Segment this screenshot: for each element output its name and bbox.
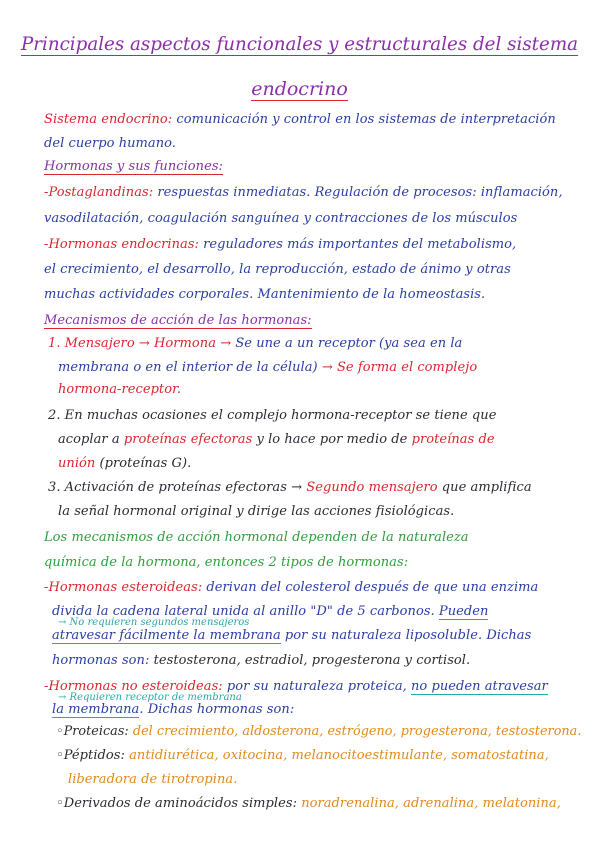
esteroideas-label: -Hormonas esteroideas: bbox=[44, 580, 203, 595]
step2-text-1: 2. En muchas ocasiones el complejo hormona-receptor se tiene que bbox=[48, 408, 497, 423]
green-line-1: Los mecanismos de acción hormonal dependen de la naturaleza bbox=[44, 530, 469, 545]
no-esteroideas-text-2b: . Dichas hormonas son: bbox=[139, 702, 295, 717]
list-item-proteicas bbox=[56, 724, 581, 740]
title-line-2: endocrino bbox=[251, 78, 348, 100]
esteroideas-line-3 bbox=[52, 628, 531, 644]
step1-text-3: → Se forma el complejo bbox=[317, 360, 478, 375]
step3-line-1 bbox=[48, 480, 532, 496]
mecanismos-heading bbox=[44, 313, 312, 329]
green-line-2: química de la hormona, entonces 2 tipos de hormonas: bbox=[44, 555, 409, 570]
step3-line-2: la señal hormonal original y dirige las acciones fisiológicas. bbox=[58, 504, 455, 519]
esteroideas-text-3a: atravesar fácilmente la membrana bbox=[52, 628, 281, 643]
step3-text-1c: que amplifica bbox=[437, 480, 532, 495]
step1-line-1 bbox=[48, 336, 462, 352]
step3-text-1a: 3. Activación de proteínas efectoras → bbox=[48, 480, 303, 495]
step2-text-2b: proteínas efectoras bbox=[123, 432, 253, 447]
endocrinas-text-1: reguladores más importantes del metabolismo, bbox=[198, 237, 517, 252]
postaglandinas-line-1 bbox=[44, 185, 563, 201]
mecanismos-heading-text: Mecanismos de acción de las hormonas: bbox=[44, 313, 312, 328]
step1-line-2 bbox=[58, 360, 477, 376]
esteroideas-text-2b: Pueden bbox=[438, 604, 489, 619]
step1-line-3: hormona-receptor. bbox=[58, 382, 182, 397]
no-esteroideas-line-2 bbox=[52, 702, 294, 718]
bullet-icon: ◦ bbox=[56, 748, 64, 763]
step1-text-1: Se une a un receptor (ya sea en la bbox=[231, 336, 463, 351]
no-esteroideas-text-2a: la membrana bbox=[52, 702, 140, 717]
step2-text-2c: y lo hace por medio de bbox=[252, 432, 412, 447]
step2-line-2 bbox=[58, 432, 495, 448]
peptidos-label: Péptidos: bbox=[63, 748, 125, 763]
proteicas-label: Proteicas: bbox=[63, 724, 129, 739]
esteroideas-note: → No requieren segundos mensajeros bbox=[58, 617, 250, 628]
endocrinas-line-1 bbox=[44, 237, 516, 253]
title-line-1: Principales aspectos funcionales y estructurales del sistema bbox=[20, 34, 579, 55]
no-esteroideas-text-1b: no pueden atravesar bbox=[411, 679, 548, 694]
peptidos-text-1: antidiurética, oxitocina, melanocitoestimulante, somatostatina, bbox=[124, 748, 549, 763]
no-esteroideas-text-1a: por su naturaleza proteica, bbox=[222, 679, 411, 694]
derivados-text: noradrenalina, adrenalina, melatonina, bbox=[297, 796, 561, 811]
postaglandinas-text-1: respuestas inmediatas. Regulación de procesos: inflamación, bbox=[153, 185, 563, 200]
derivados-label: Derivados de aminoácidos simples: bbox=[63, 796, 298, 811]
endocrinas-label: -Hormonas endocrinas: bbox=[44, 237, 199, 252]
page-title-2 bbox=[0, 78, 599, 100]
page-title bbox=[0, 34, 599, 56]
list-item-peptidos bbox=[56, 748, 549, 764]
no-esteroideas-note: → Requieren receptor de membrana bbox=[58, 692, 242, 703]
list-item-derivados bbox=[56, 796, 561, 812]
step2-line-3 bbox=[58, 456, 191, 472]
esteroideas-text-3b: por su naturaleza liposoluble. Dichas bbox=[280, 628, 532, 643]
endocrinas-line-2: el crecimiento, el desarrollo, la reproducción, estado de ánimo y otras bbox=[44, 262, 511, 277]
no-esteroideas-label: -Hormonas no esteroideas: bbox=[44, 679, 223, 694]
intro-label: Sistema endocrino: bbox=[44, 112, 173, 127]
step2-text-2a: acoplar a bbox=[58, 432, 124, 447]
step3-text-1b: Segundo mensajero bbox=[302, 480, 438, 495]
hormonas-heading-text: Hormonas y sus funciones: bbox=[44, 159, 223, 174]
step2-line-1 bbox=[48, 408, 496, 424]
esteroideas-text-2a: divida la cadena lateral unida al anillo "D" de 5 carbonos. bbox=[52, 604, 439, 619]
postaglandinas-label: -Postaglandinas: bbox=[44, 185, 154, 200]
step1-chain: 1. Mensajero → Hormona → bbox=[48, 336, 232, 351]
step2-text-2d: proteínas de bbox=[411, 432, 495, 447]
intro-text-1: comunicación y control en los sistemas de interpretación bbox=[172, 112, 556, 127]
step1-text-2: membrana o en el interior de la célula) bbox=[58, 360, 318, 375]
esteroideas-text-1: derivan del colesterol después de que una enzima bbox=[202, 580, 539, 595]
bullet-icon: ◦ bbox=[56, 796, 64, 811]
postaglandinas-line-2: vasodilatación, coagulación sanguínea y contracciones de los músculos bbox=[44, 211, 518, 226]
esteroideas-text-4b: testosterona, estradiol, progesterona y cortisol. bbox=[153, 653, 471, 668]
endocrinas-line-3: muchas actividades corporales. Mantenimiento de la homeostasis. bbox=[44, 287, 486, 302]
bullet-icon: ◦ bbox=[56, 724, 64, 739]
hormonas-heading bbox=[44, 159, 223, 175]
peptidos-line-2: liberadora de tirotropina. bbox=[68, 772, 238, 787]
esteroideas-text-4a: hormonas son: bbox=[52, 653, 154, 668]
esteroideas-line-4 bbox=[52, 653, 470, 669]
proteicas-text: del crecimiento, aldosterona, estrógeno, progesterona, testosterona. bbox=[128, 724, 582, 739]
step2-text-3a: unión bbox=[58, 456, 96, 471]
step2-text-3b: (proteínas G). bbox=[95, 456, 192, 471]
esteroideas-line-1 bbox=[44, 580, 538, 596]
intro-line-1 bbox=[44, 112, 556, 128]
intro-line-2: del cuerpo humano. bbox=[44, 136, 176, 151]
